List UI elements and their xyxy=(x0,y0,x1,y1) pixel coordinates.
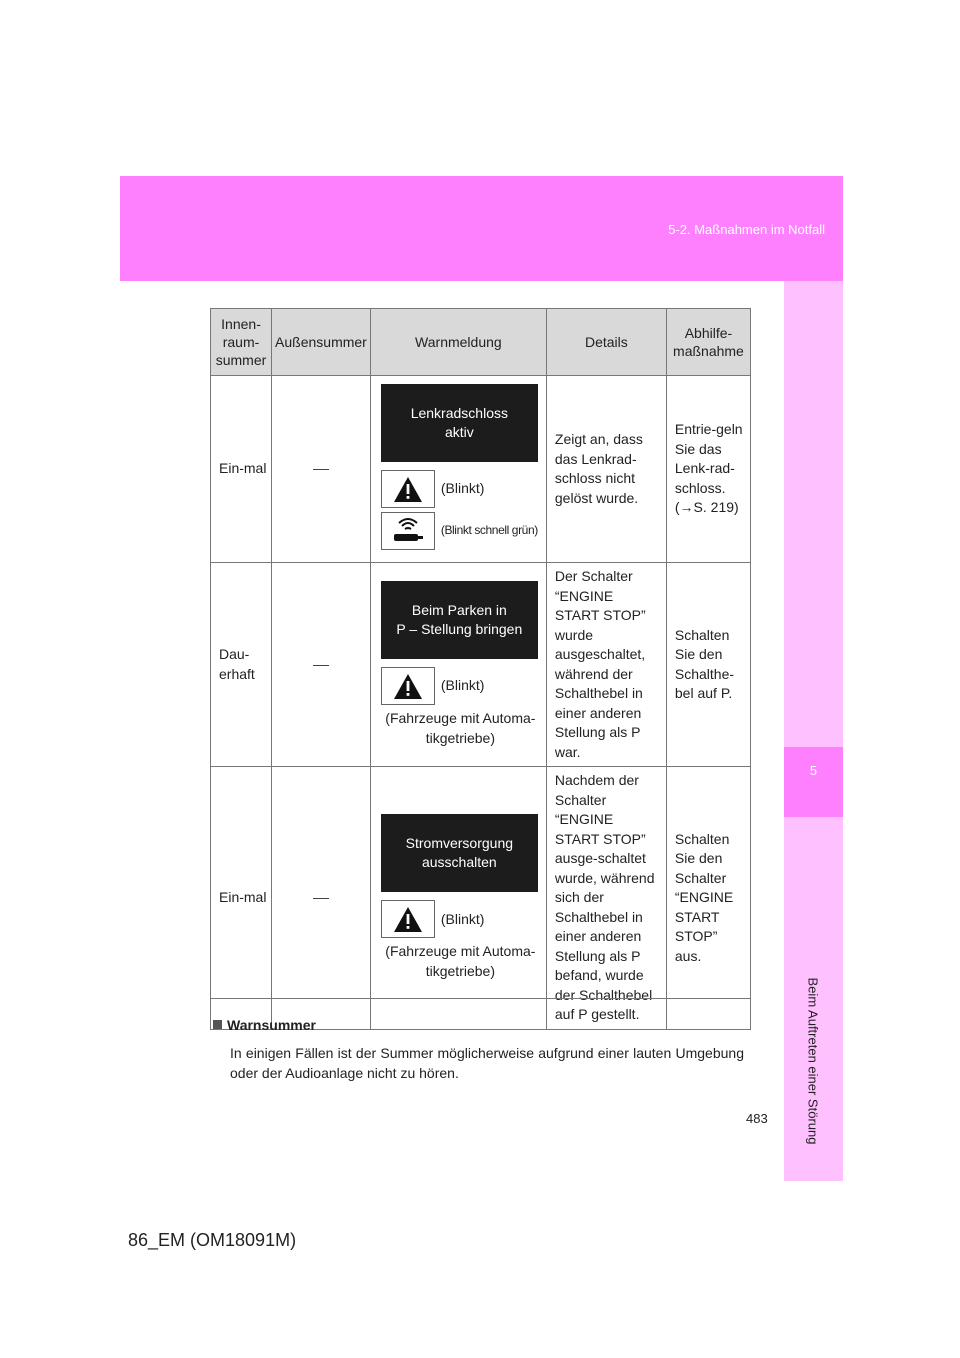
display-line-1: Stromversorgung xyxy=(405,835,514,852)
exterior-buzzer-cell xyxy=(272,767,371,1030)
interior-buzzer-cell: Ein-mal xyxy=(211,376,272,563)
display-screen xyxy=(381,814,538,892)
exterior-buzzer-cell xyxy=(272,376,371,563)
table-header-row xyxy=(211,309,751,376)
display-line-2: aktiv xyxy=(444,424,474,440)
icon-caption: (Blinkt) xyxy=(440,480,485,497)
header-warning-message: Warnmeldung xyxy=(370,309,546,376)
chapter-side-tab xyxy=(784,281,843,1181)
vehicle-note: (Fahrzeuge mit Automa-tikgetriebe) xyxy=(385,710,536,746)
chapter-label: Beim Auftreten einer Störung xyxy=(805,977,821,1145)
warning-message-cell xyxy=(370,376,546,563)
warning-triangle-icon xyxy=(381,900,435,938)
smart-key-icon xyxy=(381,512,435,550)
vehicle-note: (Fahrzeuge mit Automa-tikgetriebe) xyxy=(385,943,536,979)
details-cell: Nachdem der Schalter “ENGINE START STOP” ausge-schaltet wurde, während sich der Schalthebel in einer anderen Stellung als P befand, wurde der Schalthebel auf P gestellt. xyxy=(546,767,666,1030)
remedy-cell: Entrie-geln Sie das Lenk-rad-schloss. (→S. 219) xyxy=(666,376,750,563)
section-divider xyxy=(210,998,751,999)
icon-caption: (Blinkt) xyxy=(440,677,485,694)
display-line-2: ausschalten xyxy=(421,854,497,871)
display-line-2: P – Stellung bringen xyxy=(396,621,523,637)
display-line-1: Lenkradschloss xyxy=(410,405,508,421)
header-details: Details xyxy=(546,309,666,376)
note-body: In einigen Fällen ist der Summer möglicherweise aufgrund einer lauten Umgebung oder der Audioanlage nicht zu hören. xyxy=(230,1045,744,1081)
chapter-number: 5 xyxy=(784,747,843,817)
table-row xyxy=(211,767,751,1030)
warning-indicator xyxy=(381,900,540,938)
details-cell: Der Schalter “ENGINE START STOP” wurde ausgeschaltet, während der Schalthebel in einer anderen Stellung als P war. xyxy=(546,563,666,767)
header-exterior-buzzer: Außensummer xyxy=(272,309,371,376)
remedy-cell: Schalten Sie den Schalthe-bel auf P. xyxy=(666,563,750,767)
table-row xyxy=(211,563,751,767)
interior-buzzer-cell: Dau-erhaft xyxy=(211,563,272,767)
document-code: 86_EM (OM18091M) xyxy=(128,1230,297,1250)
display-screen xyxy=(381,581,538,659)
header-interior-buzzer: Innen-raum-summer xyxy=(211,309,272,376)
warning-indicator xyxy=(381,470,540,508)
interior-buzzer-cell: Ein-mal xyxy=(211,767,272,1030)
icon-caption: (Blinkt) xyxy=(440,910,485,927)
warning-triangle-icon xyxy=(381,470,435,508)
note-title-text: Warnsummer xyxy=(227,1017,316,1033)
exterior-buzzer-cell xyxy=(272,563,371,767)
header-band xyxy=(120,176,843,281)
warning-triangle-icon xyxy=(381,667,435,705)
dash xyxy=(313,898,329,899)
note-title xyxy=(213,1017,316,1033)
header-remedy: Abhilfe-maßnahme xyxy=(666,309,750,376)
warning-message-cell xyxy=(370,563,546,767)
table-row xyxy=(211,376,751,563)
bullet-square-icon xyxy=(213,1020,222,1029)
page-number: 483 xyxy=(746,1111,768,1126)
remedy-cell: Schalten Sie den Schalter “ENGINE START STOP” aus. xyxy=(666,767,750,1030)
display-screen xyxy=(381,384,538,462)
warning-table xyxy=(210,308,751,1030)
dash xyxy=(313,665,329,666)
dash xyxy=(313,469,329,470)
display-line-1: Beim Parken in xyxy=(411,602,507,618)
details-cell: Zeigt an, dass das Lenkrad-schloss nicht gelöst wurde. xyxy=(546,376,666,563)
section-title: 5-2. Maßnahmen im Notfall xyxy=(668,222,825,237)
warning-message-cell xyxy=(370,767,546,1030)
icon-caption: (Blinkt schnell grün) xyxy=(440,523,538,538)
warning-indicator xyxy=(381,667,540,705)
key-indicator xyxy=(381,512,540,550)
